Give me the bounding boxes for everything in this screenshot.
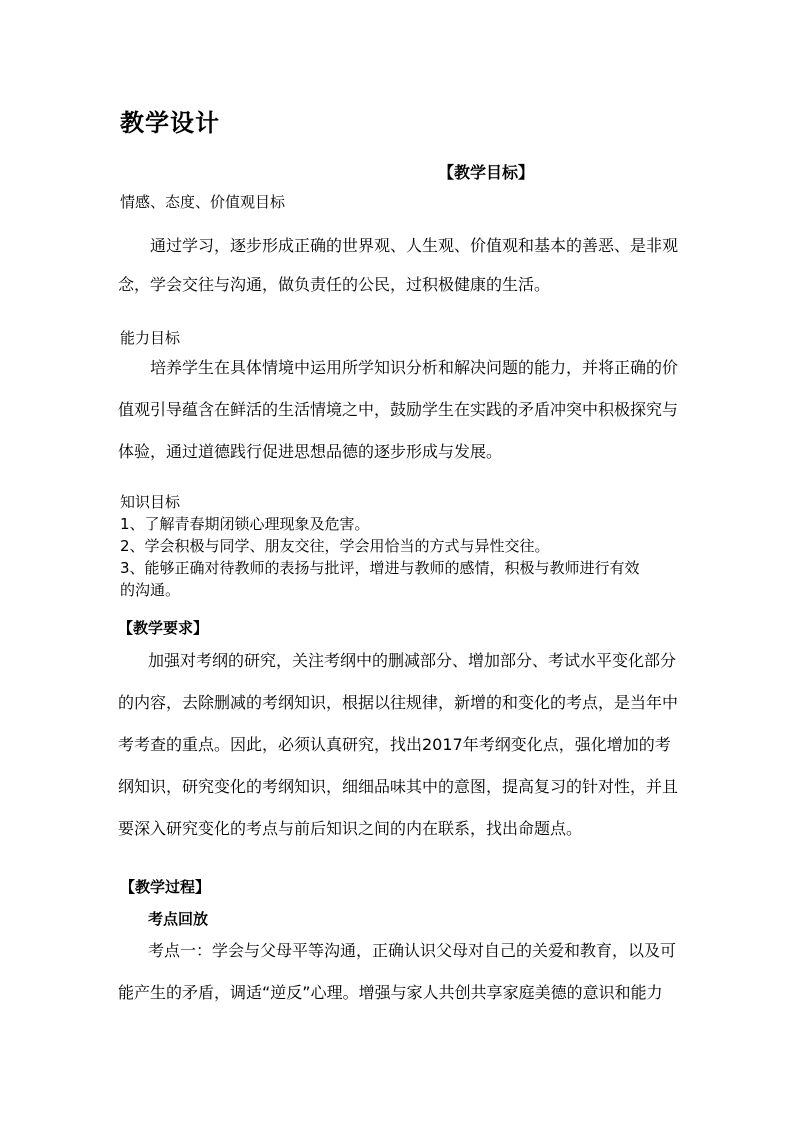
ability-line: 体验，通过道德践行促进思想品德的逐步形成与发展。 — [118, 442, 503, 461]
ability-objective-label: 能力目标 — [120, 329, 181, 347]
requirements-line: 纲知识，研究变化的考纲知识，细细品味其中的意图，提高复习的针对性，并且 — [118, 777, 679, 796]
ability-line: 培养学生在具体情境中运用所学知识分析和解决问题的能力，并将正确的价 — [150, 358, 679, 377]
knowledge-item: 1、了解青春期闭锁心理现象及危害。 — [120, 515, 370, 533]
emotion-line: 念，学会交往与沟通，做负责任的公民，过积极健康的生活。 — [118, 275, 551, 294]
knowledge-item: 2、学会积极与同学、朋友交往，学会用恰当的方式与异性交往。 — [120, 537, 550, 555]
knowledge-item: 的沟通。 — [120, 581, 181, 599]
requirements-line: 的内容，去除删减的考纲知识，根据以往规律，新增的和变化的考点，是当年中 — [118, 693, 679, 712]
process-heading: 【教学过程】 — [120, 878, 211, 896]
process-subheading: 考点回放 — [148, 910, 209, 928]
requirements-line: 要深入研究变化的考点与前后知识之间的内在联系，找出命题点。 — [118, 819, 583, 838]
knowledge-item: 3、能够正确对待教师的表扬与批评，增进与教师的感情，积极与教师进行有效 — [120, 559, 640, 577]
emotion-objective-label: 情感、态度、价值观目标 — [120, 193, 286, 211]
process-line: 能产生的矛盾，调适“逆反”心理。增强与家人共创共享家庭美德的意识和能力 — [118, 983, 663, 1002]
document-title: 教学设计 — [120, 109, 220, 137]
requirements-heading: 【教学要求】 — [118, 619, 209, 637]
knowledge-objective-label: 知识目标 — [120, 493, 181, 511]
ability-line: 值观引导蕴含在鲜活的生活情境之中，鼓励学生在实践的矛盾冲突中积极探究与 — [118, 400, 679, 419]
requirements-line: 加强对考纲的研究，关注考纲中的删减部分、增加部分、考试水平变化部分 — [148, 651, 677, 670]
requirements-line: 考考查的重点。因此，必须认真研究，找出2017年考纲变化点，强化增加的考 — [118, 735, 671, 754]
emotion-line: 通过学习，逐步形成正确的世界观、人生观、价值观和基本的善恶、是非观 — [150, 236, 679, 255]
process-line: 考点一：学会与父母平等沟通，正确认识父母对自己的关爱和教育，以及可 — [148, 941, 677, 960]
objectives-heading: 【教学目标】 — [438, 163, 535, 182]
